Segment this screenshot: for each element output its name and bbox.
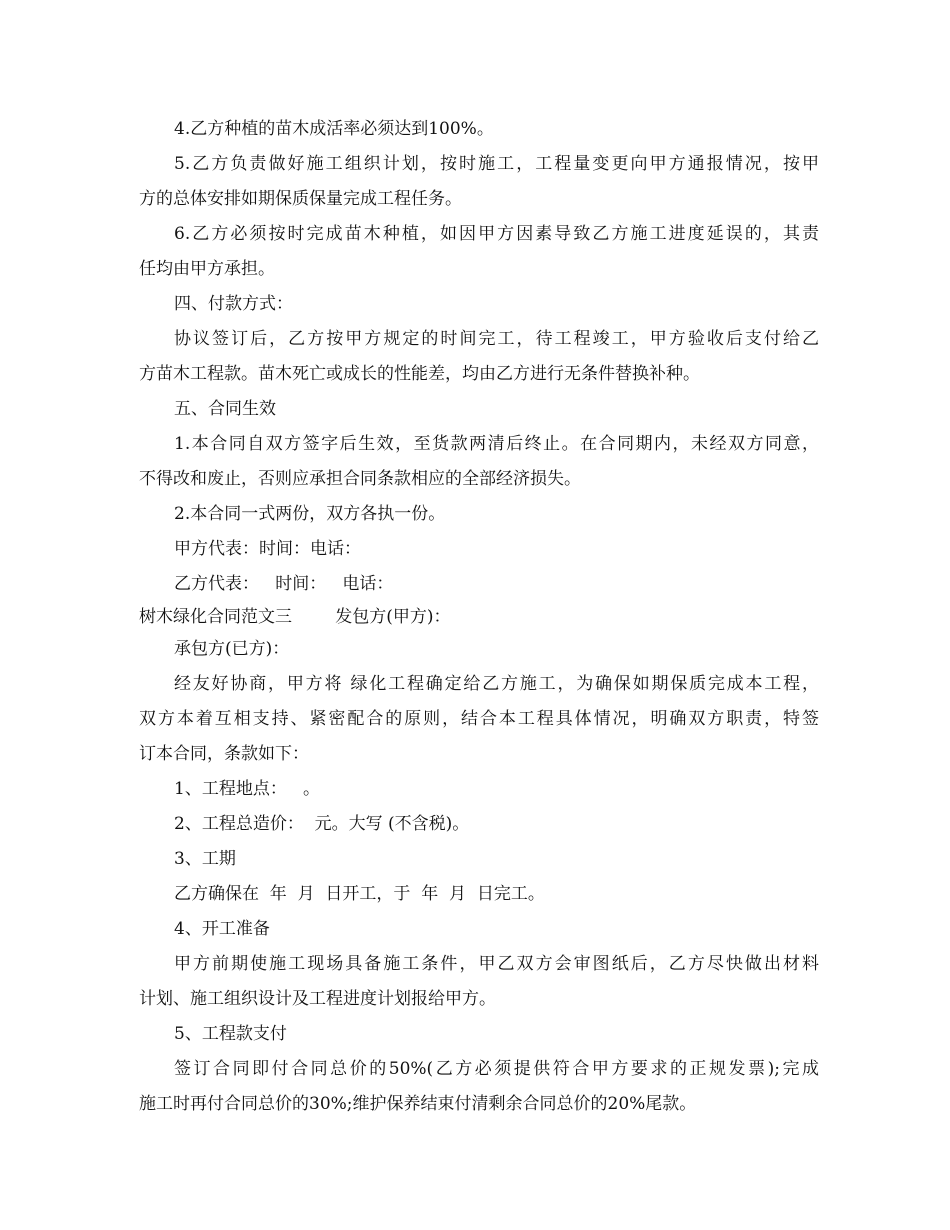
item-2-total-price: 2、工程总造价： 元。大写 (不含税)。: [174, 814, 470, 834]
clause-5-line-1: 5.乙方负责做好施工组织计划，按时施工，工程量变更向甲方通报情况，按甲: [174, 154, 819, 174]
item-3-schedule-heading: 3、工期: [174, 849, 236, 869]
section-heading-payment: 四、付款方式：: [174, 294, 293, 314]
clause-6-line-1: 6.乙方必须按时完成苗木种植，如因甲方因素导致乙方施工进度延误的，其责: [174, 224, 819, 244]
contract-three-title-line: 树木绿化合同范文三 发包方(甲方)：: [139, 607, 451, 627]
section-heading-effect: 五、合同生效: [174, 399, 276, 419]
payment-terms-line-2: 施工时再付合同总价的30%;维护保养结束付清剩余合同总价的20%尾款。: [139, 1094, 697, 1114]
party-b-signature-line: 乙方代表： 时间： 电话：: [174, 574, 394, 594]
payment-terms-line-1: 签订合同即付合同总价的50%(乙方必须提供符合甲方要求的正规发票);完成: [174, 1059, 819, 1079]
effect-clause-1-line-2: 不得改和废止，否则应承担合同条款相应的全部经济损失。: [139, 469, 581, 489]
intro-paragraph-line-3: 订本合同，条款如下：: [139, 744, 309, 764]
party-a-signature-line: 甲方代表：时间：电话：: [174, 539, 361, 559]
payment-paragraph-line-2: 方苗木工程款。苗木死亡或成长的性能差，均由乙方进行无条件替换补种。: [139, 364, 700, 384]
clause-6-line-2: 任均由甲方承担。: [139, 259, 275, 279]
item-4-preparation-heading: 4、开工准备: [174, 919, 270, 939]
clause-5-line-2: 方的总体安排如期保质保量完成工程任务。: [139, 189, 462, 209]
schedule-dates-line: 乙方确保在 年 月 日开工，于 年 月 日完工。: [174, 884, 545, 904]
payment-paragraph-line-1: 协议签订后，乙方按甲方规定的时间完工，待工程竣工，甲方验收后支付给乙: [174, 329, 819, 349]
intro-paragraph-line-1: 经友好协商，甲方将 绿化工程确定给乙方施工，为确保如期保质完成本工程，: [174, 674, 819, 694]
item-5-payment-heading: 5、工程款支付: [174, 1024, 287, 1044]
preparation-paragraph-line-1: 甲方前期使施工现场具备施工条件，甲乙双方会审图纸后，乙方尽快做出材料: [174, 954, 819, 974]
contractor-line: 承包方(已方)：: [174, 639, 290, 659]
effect-clause-2: 2.本合同一式两份，双方各执一份。: [174, 504, 446, 524]
preparation-paragraph-line-2: 计划、施工组织设计及工程进度计划报给甲方。: [139, 989, 496, 1009]
clause-4-survival-rate: 4.乙方种植的苗木成活率必须达到100%。: [174, 119, 494, 139]
effect-clause-1-line-1: 1.本合同自双方签字后生效，至货款两清后终止。在合同期内，未经双方同意，: [174, 434, 819, 454]
intro-paragraph-line-2: 双方本着互相支持、紧密配合的原则，结合本工程具体情况，明确双方职责，特签: [139, 709, 819, 729]
item-1-location: 1、工程地点： 。: [174, 779, 321, 799]
